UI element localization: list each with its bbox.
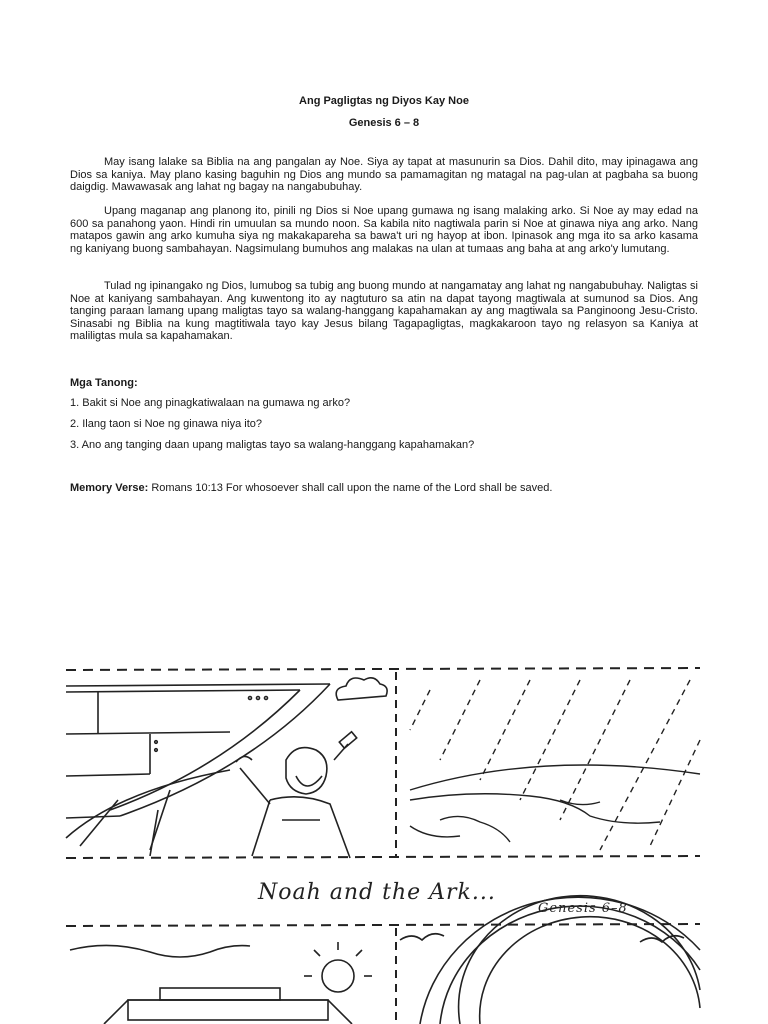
illustration-caption: Noah and the Ark... (258, 880, 496, 905)
memory-verse-text: Romans 10:13 For whosoever shall call upon the name of the Lord shall be saved. (148, 482, 553, 494)
paragraph-text: Tulad ng ipinangako ng Dios, lumubog sa tubig ang buong mundo at nangamatay ang lahat ng nangabubuhay. Naligtas si Noe at kaniyang sambahayan. Ang kuwentong ito ay nagtuturo sa atin na dapat tayong magtiwala at sumunod sa Dios. Ang tanging paraan lamang upang maligtas tayo sa walang-hanggang kapahamakan ay ang magtiwala sa Panginoong Jesu-Cristo. Sinasabi ng Biblia na kung magtitiwala tayo kay Jesus bilang Tagapagligtas, magkakaroon tayo ng relasyon sa Kaniya at maliligtas mula sa kapahamakan. (70, 280, 698, 343)
ark-building-scene-icon (66, 678, 387, 858)
paragraph-text: May isang lalake sa Biblia na ang pangalan ay Noe. Siya ay tapat at masunurin sa Dios. Dahil dito, may ipinagawa ang Dios sa kaniya. May plano kasing baguhin ng Dios ang mundo sa pamamagitan ng matagal na pag-ulan at pagbaha sa buong daigdig. Mawawasak ang lahat ng bagay na nangabubuhay. (70, 156, 698, 194)
memory-verse-label: Memory Verse: (70, 482, 149, 494)
question-3: 3. Ano ang tanging daan upang maligtas tayo sa walang-hanggang kapahamakan? (70, 439, 475, 451)
noah-ark-illustration (0, 650, 768, 1024)
rain-over-earth-icon (410, 680, 700, 850)
memory-verse (70, 481, 552, 495)
question-2: 2. Ilang taon si Noe ng ginawa niya ito? (70, 418, 263, 430)
questions-heading: Mga Tanong: (70, 377, 138, 389)
paragraph-3 (70, 280, 698, 349)
illustration-caption-reference: Genesis 6–8 (538, 901, 628, 916)
document-subtitle: Genesis 6 – 8 (348, 117, 420, 129)
paragraph-2 (70, 205, 698, 261)
paragraph-text: Upang maganap ang planong ito, pinili ng Dios si Noe upang gumawa ng isang malaking arko. Si Noe ay may edad na 600 sa panahong yaon. Hindi rin umuulan sa mundo noon. Sa kabila nito nagtiwala parin si Noe at ginawa niya ang arko. Nang matapos gawin ang arko kumuha siya ng makakapareha sa bawa't uri ng hayop at ibon. Ipinasok ang mga ito sa arko kasama ng kaniyang buong sambahayan. Nagsimulang bumuhos ang malakas na ulan at tumaas ang baha at ang arko'y lumutang. (70, 205, 698, 255)
document-title: Ang Pagligtas ng Diyos Kay Noe (299, 95, 469, 107)
paragraph-1 (70, 156, 698, 200)
question-1: 1. Bakit si Noe ang pinagkatiwalaan na gumawa ng arko? (70, 397, 351, 409)
